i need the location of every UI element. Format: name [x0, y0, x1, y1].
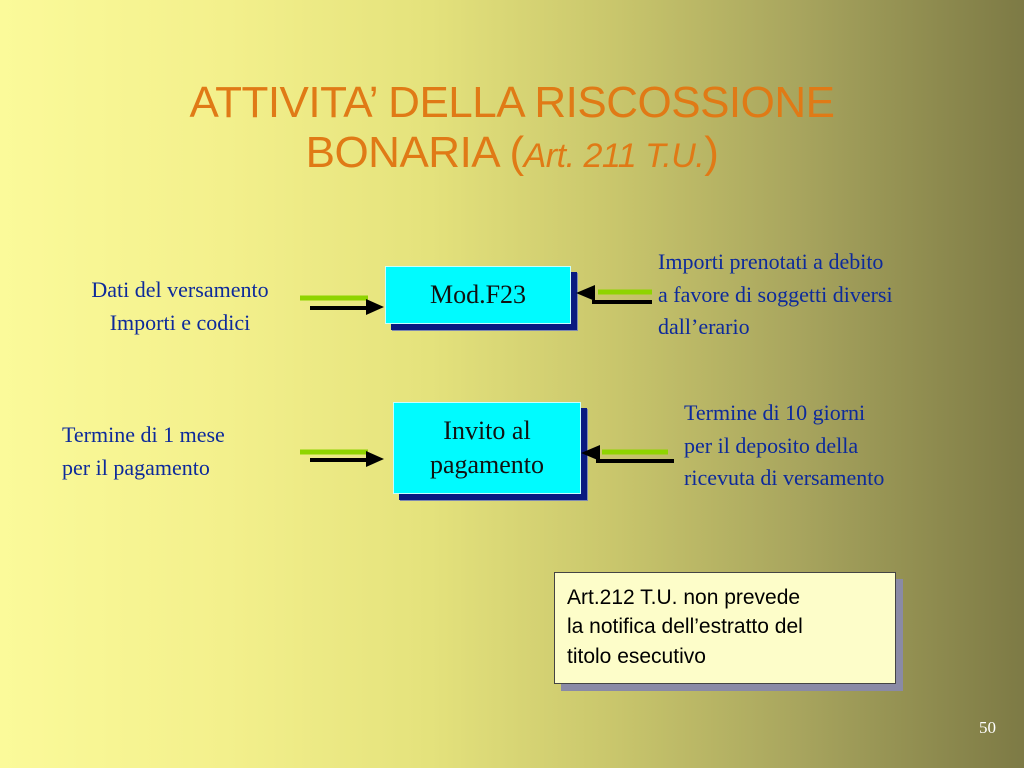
row1-right-line-2: a favore di soggetti diversi — [658, 281, 893, 307]
mod-f23-label: Mod.F23 — [429, 280, 527, 310]
row2-left-line-2: per il pagamento — [62, 454, 210, 480]
title-main-word: BONARIA — [305, 128, 498, 178]
page-number: 50 — [979, 718, 996, 737]
note-box — [554, 572, 896, 684]
row2-right-line-2: per il deposito della — [684, 432, 859, 458]
row2-right-line-1: Termine di 10 giorni — [684, 400, 866, 425]
invito-line-2: pagamento — [429, 450, 545, 479]
row2-right-arrow-icon — [581, 445, 674, 461]
row1-right-line-3: dall’erario — [658, 314, 750, 340]
title-paren-open: ( — [497, 128, 524, 178]
note-line-1: Art.212 T.U. non prevede — [567, 586, 801, 609]
row1-left-arrow-icon — [300, 298, 384, 315]
row1-right-line-1: Importi prenotati a debito — [658, 249, 884, 274]
row1-left-line-1: Dati del versamento — [91, 277, 269, 302]
row1-right-arrow-icon — [576, 285, 652, 302]
title-article-ref: Art. 211 T.U. — [523, 137, 705, 176]
title-line-1: ATTIVITA’ DELLA RISCOSSIONE — [189, 78, 835, 127]
note-line-2: la notifica dell’estratto del — [567, 615, 803, 639]
row1-left-line-2: Importi e codici — [109, 309, 251, 335]
note-line-3: titolo esecutivo — [567, 644, 706, 668]
title-paren-close: ) — [704, 128, 719, 178]
invito-line-1: Invito al — [443, 416, 531, 446]
row2-right-line-3: ricevuta di versamento — [684, 465, 885, 491]
row2-left-line-1: Termine di 1 mese — [62, 422, 225, 447]
row2-left-arrow-icon — [300, 451, 384, 467]
